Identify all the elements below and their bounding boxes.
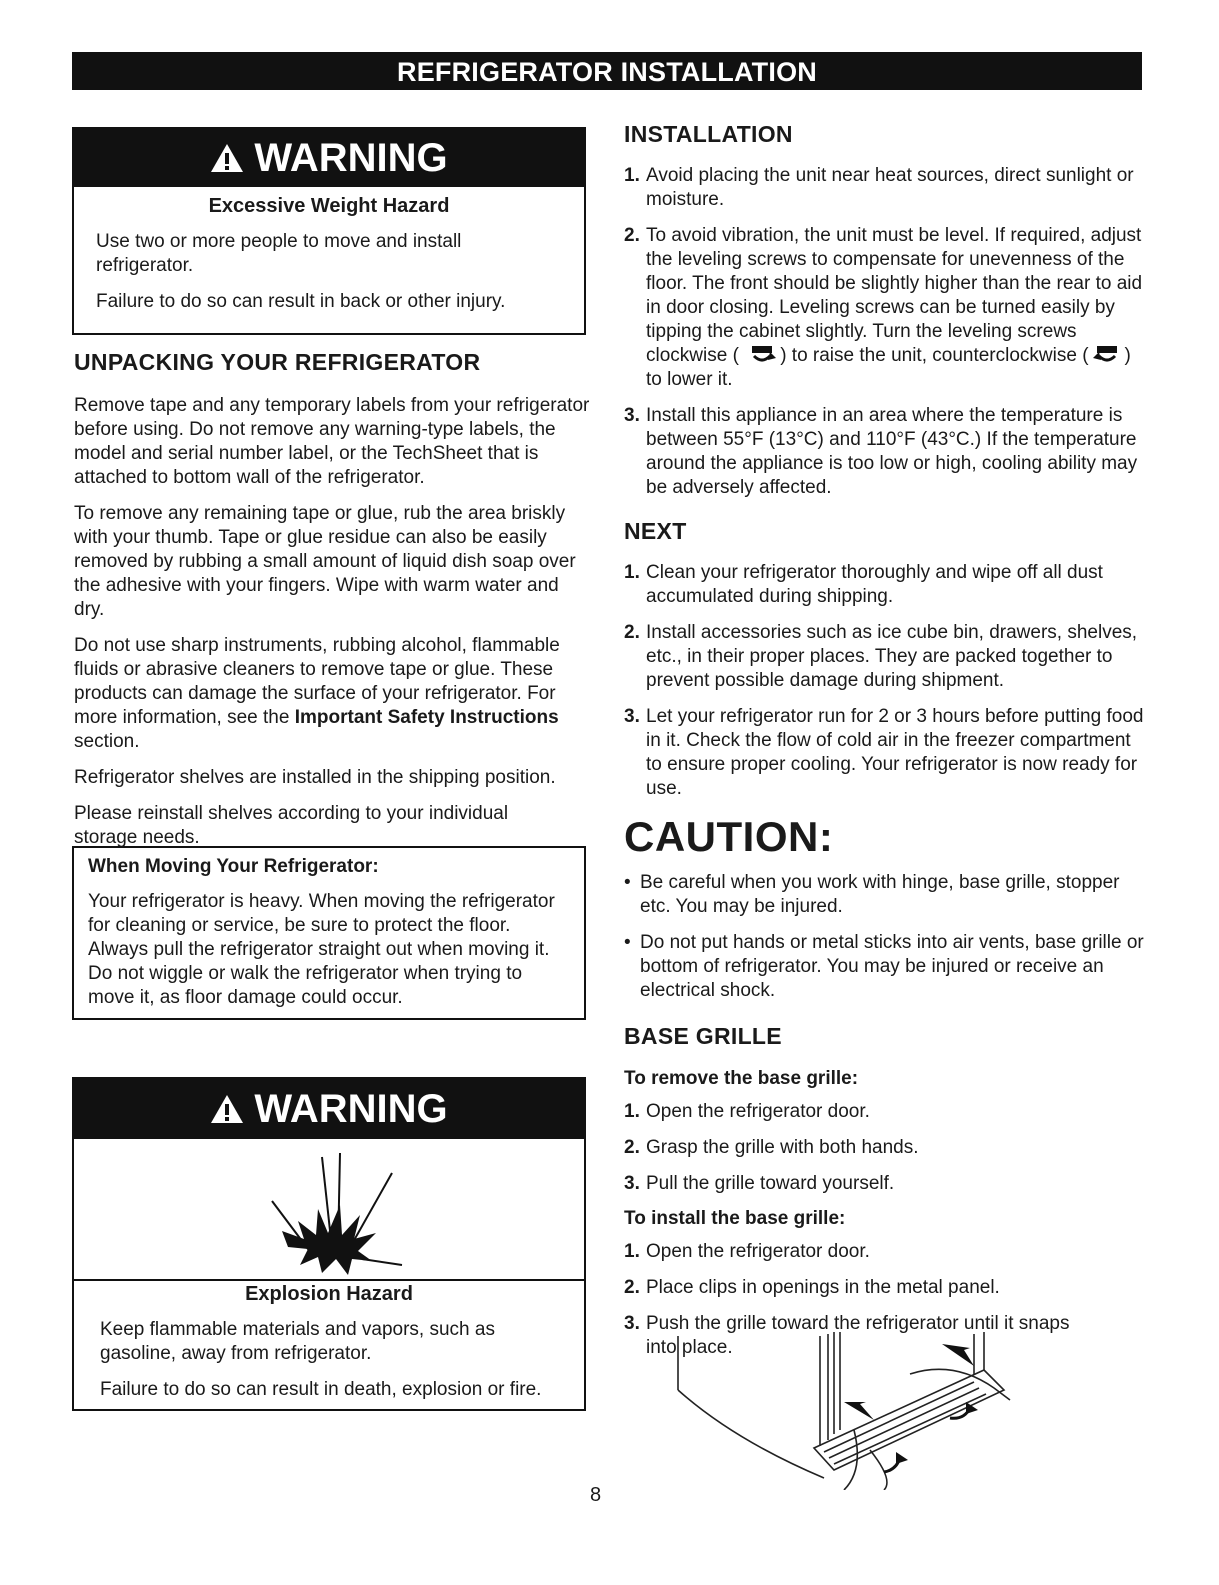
step-text: ) to raise the unit, counterclockwise (	[780, 345, 1089, 366]
step-number: 2.	[624, 1137, 640, 1158]
list-item	[624, 561, 1144, 609]
step-number: 2.	[624, 1277, 640, 1298]
moving-notice-body: Your refrigerator is heavy. When moving the refrigerator for cleaning or service, be sure to protect the floor. Always pull the refrigerator straight out when moving it. Do not wiggle or walk the refrigerator when trying to move it, as floor damage could occur.	[88, 891, 555, 1008]
step-text: Grasp the grille with both hands.	[646, 1137, 919, 1158]
warning-text: Keep flammable materials and vapors, such as gasoline, away from refrigerator.	[100, 1319, 495, 1364]
list-item	[624, 1172, 1144, 1196]
list-item	[624, 224, 1144, 392]
step-text: Pull the grille toward yourself.	[646, 1173, 895, 1194]
clockwise-rotation-icon	[744, 344, 780, 364]
paragraph	[74, 634, 594, 754]
warning-header	[74, 129, 584, 187]
step-number: 2.	[624, 622, 640, 643]
section-heading: BASE GRILLE	[624, 1023, 782, 1049]
list-item	[624, 1240, 1144, 1264]
safety-instructions-reference: Important Safety Instructions	[294, 707, 559, 728]
step-text: Place clips in openings in the metal panel.	[646, 1277, 1000, 1298]
step-text: Let your refrigerator run for 2 or 3 hours before putting food in it. Check the flow of cold air in the freezer compartment to ensure proper cooling. Your refrigerator is now ready for use.	[646, 706, 1144, 799]
list-item	[624, 164, 1144, 212]
list-item	[624, 1276, 1144, 1300]
next-steps	[624, 561, 1144, 801]
step-number: 1.	[624, 1241, 640, 1262]
step-text: Open the refrigerator door.	[646, 1101, 870, 1122]
explosion-icon	[252, 1139, 412, 1279]
warning-header-text: WARNING	[254, 1087, 448, 1131]
step-text: ) to lower it.	[646, 345, 1131, 390]
moving-notice-title: When Moving Your Refrigerator:	[88, 856, 379, 877]
paragraph: Refrigerator shelves are installed in the shipping position.	[74, 767, 556, 788]
text-run: Do not use sharp instruments, rubbing alcohol, flammable fluids or abrasive cleaners to remove tape or glue. These products can damage the surface of your refrigerator. For more information, see the	[74, 635, 560, 728]
step-number: 3.	[624, 706, 640, 727]
page-number: 8	[590, 1484, 602, 1506]
step-number: 2.	[624, 225, 640, 246]
step-number: 3.	[624, 405, 640, 426]
step-text: Avoid placing the unit near heat sources, direct sunlight or moisture.	[646, 165, 1134, 210]
caution-heading: CAUTION:	[624, 813, 834, 860]
step-text: To avoid vibration, the unit must be level. If required, adjust the leveling screws to compensate for unevenness of the floor. The front should be slightly higher than the rear to aid in door closing. Leveling screws can be turned easily by tipping the cabinet slightly. Turn the leveling screws clockwise (	[646, 225, 1143, 366]
section-heading: NEXT	[624, 518, 687, 544]
step-text: Install accessories such as ice cube bin, drawers, shelves, etc., in their proper places. They are packed together to prevent possible damage during shipment.	[646, 622, 1138, 691]
unpacking-section	[74, 349, 594, 862]
step-number: 1.	[624, 165, 640, 186]
list-item	[624, 404, 1144, 500]
base-grille-illustration	[674, 1330, 1014, 1490]
warning-triangle-icon	[210, 1093, 244, 1125]
subsection-title: To remove the base grille:	[624, 1068, 859, 1089]
warning-text: Use two or more people to move and install refrigerator.	[96, 231, 462, 276]
installation-steps	[624, 164, 1144, 500]
list-item	[624, 1136, 1144, 1160]
paragraph: Remove tape and any temporary labels from your refrigerator before using. Do not remove any warning-type labels, the model and serial number label, or the TechSheet that is attached to bottom wall of the refrigerator.	[74, 395, 590, 488]
step-text: Open the refrigerator door.	[646, 1241, 870, 1262]
list-item	[624, 1100, 1144, 1124]
step-number: 1.	[624, 562, 640, 583]
warning-triangle-icon	[210, 142, 244, 174]
section-heading: UNPACKING YOUR REFRIGERATOR	[74, 349, 481, 375]
subsection-title: To install the base grille:	[624, 1208, 846, 1229]
step-text: Install this appliance in an area where the temperature is between 55°F (13°C) and 110°F (43°C.) If the temperature around the appliance is too low or high, cooling ability may be adversely affected.	[646, 405, 1138, 498]
warning-text: Failure to do so can result in back or other injury.	[96, 291, 506, 312]
warning-hazard-title: Excessive Weight Hazard	[208, 195, 450, 217]
warning-box-explosion	[72, 1077, 586, 1411]
paragraph: Please reinstall shelves according to your individual storage needs.	[74, 803, 509, 848]
warning-hazard-title: Explosion Hazard	[245, 1283, 413, 1305]
installation-section	[624, 121, 1144, 1372]
warning-header	[74, 1079, 584, 1139]
text-run: section.	[74, 731, 140, 752]
list-item	[624, 621, 1144, 693]
list-item	[624, 705, 1144, 801]
remove-grille-steps	[624, 1100, 1144, 1196]
step-number: 3.	[624, 1313, 640, 1334]
explosion-symbol-area	[74, 1139, 584, 1281]
caution-list	[624, 871, 1144, 1003]
moving-notice-box	[72, 846, 586, 1020]
list-item: • Be careful when you work with hinge, base grille, stopper etc. You may be injured.	[624, 871, 1144, 919]
step-text: Clean your refrigerator thoroughly and wipe off all dust accumulated during shipping.	[646, 562, 1103, 607]
step-number: 1.	[624, 1101, 640, 1122]
warning-header-text: WARNING	[254, 136, 448, 180]
counterclockwise-rotation-icon	[1089, 344, 1125, 364]
warning-text: Failure to do so can result in death, explosion or fire.	[100, 1379, 542, 1400]
step-text: Push the grille toward the refrigerator until it snaps into place.	[646, 1313, 1070, 1358]
section-heading: INSTALLATION	[624, 121, 793, 147]
warning-box-weight	[72, 127, 586, 335]
page-title-banner: REFRIGERATOR INSTALLATION	[72, 52, 1142, 90]
step-number: 3.	[624, 1173, 640, 1194]
list-item: • Do not put hands or metal sticks into air vents, base grille or bottom of refrigerator. You may be injured or receive an electrical shock.	[624, 931, 1144, 1003]
paragraph: To remove any remaining tape or glue, rub the area briskly with your thumb. Tape or glue residue can also be easily removed by rubbing a small amount of liquid dish soap over the adhesive with your fingers. Wipe with warm water and dry.	[74, 503, 576, 620]
